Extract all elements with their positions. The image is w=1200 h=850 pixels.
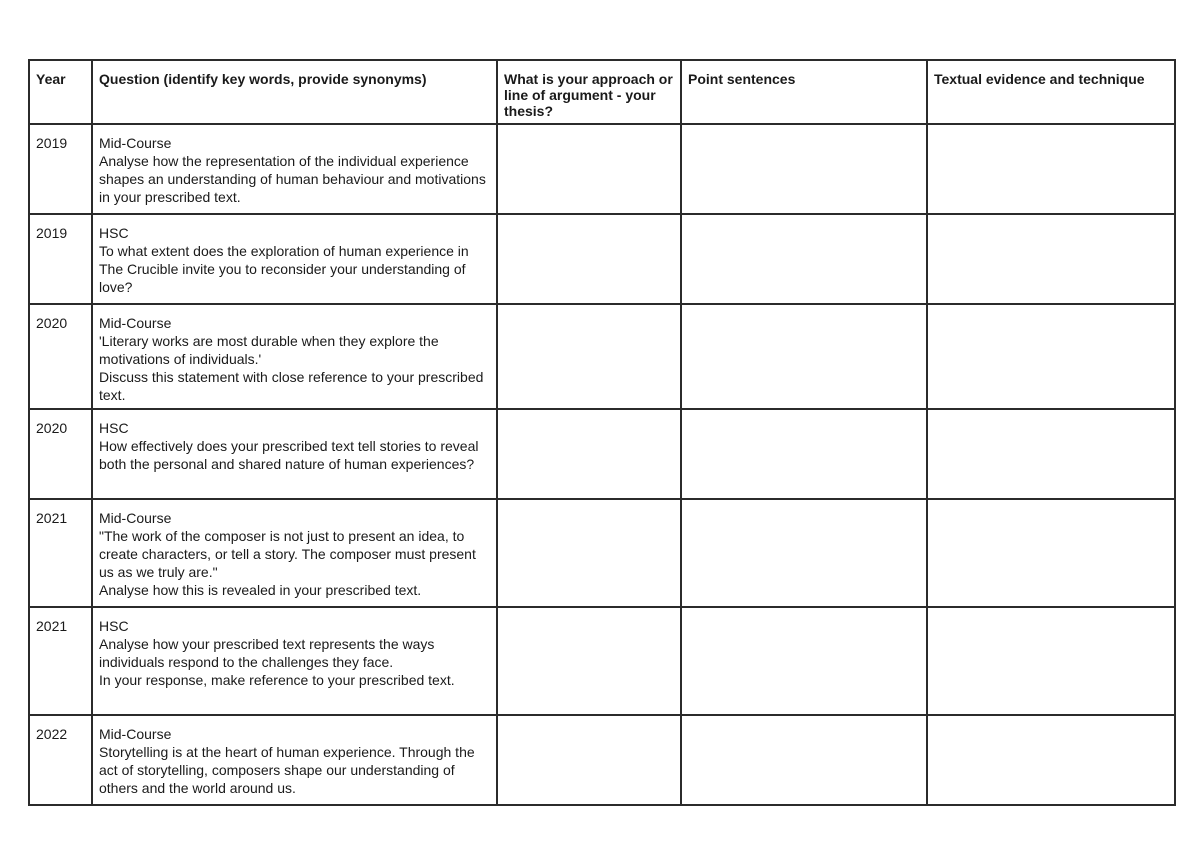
question-text: "The work of the composer is not just to present an idea, to create characters, or tell a story. The composer must present us as we truly are." bbox=[99, 528, 480, 580]
header-question: Question (identify key words, provide synonyms) bbox=[92, 60, 497, 124]
textual-evidence-cell[interactable] bbox=[927, 715, 1175, 805]
essay-planning-table bbox=[28, 59, 1176, 806]
year-cell: 2020 bbox=[29, 304, 92, 409]
approach-cell[interactable] bbox=[497, 409, 681, 499]
question-text: Discuss this statement with close reference to your prescribed text. bbox=[99, 369, 488, 403]
header-point-sentences: Point sentences bbox=[681, 60, 927, 124]
textual-evidence-cell[interactable] bbox=[927, 409, 1175, 499]
question-cell bbox=[92, 124, 497, 214]
exam-type: Mid-Course bbox=[99, 726, 172, 742]
question-cell bbox=[92, 715, 497, 805]
question-cell bbox=[92, 214, 497, 304]
table-row bbox=[29, 499, 1175, 607]
approach-cell[interactable] bbox=[497, 499, 681, 607]
question-text: 'Literary works are most durable when they explore the motivations of individuals.' bbox=[99, 333, 443, 367]
question-text: In your response, make reference to your prescribed text. bbox=[99, 672, 455, 688]
header-year: Year bbox=[29, 60, 92, 124]
question-cell bbox=[92, 304, 497, 409]
point-sentences-cell[interactable] bbox=[681, 409, 927, 499]
question-text: To what extent does the exploration of human experience in The Crucible invite you to reconsider your understanding of love? bbox=[99, 243, 473, 295]
year-cell: 2020 bbox=[29, 409, 92, 499]
point-sentences-cell[interactable] bbox=[681, 124, 927, 214]
exam-type: Mid-Course bbox=[99, 510, 172, 526]
question-cell bbox=[92, 499, 497, 607]
question-text: Analyse how this is revealed in your prescribed text. bbox=[99, 582, 422, 598]
question-cell bbox=[92, 607, 497, 715]
textual-evidence-cell[interactable] bbox=[927, 214, 1175, 304]
header-approach: What is your approach or line of argument - your thesis? bbox=[497, 60, 681, 124]
textual-evidence-cell[interactable] bbox=[927, 124, 1175, 214]
textual-evidence-cell[interactable] bbox=[927, 304, 1175, 409]
table-row bbox=[29, 124, 1175, 214]
year-cell: 2021 bbox=[29, 607, 92, 715]
point-sentences-cell[interactable] bbox=[681, 304, 927, 409]
table-row bbox=[29, 409, 1175, 499]
table-row bbox=[29, 715, 1175, 805]
point-sentences-cell[interactable] bbox=[681, 214, 927, 304]
table-row bbox=[29, 214, 1175, 304]
year-cell: 2021 bbox=[29, 499, 92, 607]
approach-cell[interactable] bbox=[497, 304, 681, 409]
header-textual-evidence: Textual evidence and technique bbox=[927, 60, 1175, 124]
question-text: Analyse how the representation of the individual experience shapes an understanding of human behaviour and motivations in your prescribed text. bbox=[99, 153, 490, 205]
exam-type: Mid-Course bbox=[99, 315, 172, 331]
table-row bbox=[29, 607, 1175, 715]
textual-evidence-cell[interactable] bbox=[927, 607, 1175, 715]
document-page bbox=[28, 59, 1174, 806]
exam-type: HSC bbox=[99, 618, 129, 634]
textual-evidence-cell[interactable] bbox=[927, 499, 1175, 607]
point-sentences-cell[interactable] bbox=[681, 715, 927, 805]
table-row bbox=[29, 304, 1175, 409]
year-cell: 2022 bbox=[29, 715, 92, 805]
approach-cell[interactable] bbox=[497, 607, 681, 715]
approach-cell[interactable] bbox=[497, 715, 681, 805]
exam-type: HSC bbox=[99, 420, 129, 436]
exam-type: Mid-Course bbox=[99, 135, 172, 151]
approach-cell[interactable] bbox=[497, 214, 681, 304]
question-text: Analyse how your prescribed text represents the ways individuals respond to the challenges they face. bbox=[99, 636, 439, 670]
question-cell bbox=[92, 409, 497, 499]
header-row bbox=[29, 60, 1175, 124]
question-text: How effectively does your prescribed text tell stories to reveal both the personal and shared nature of human experiences? bbox=[99, 438, 483, 472]
point-sentences-cell[interactable] bbox=[681, 499, 927, 607]
point-sentences-cell[interactable] bbox=[681, 607, 927, 715]
approach-cell[interactable] bbox=[497, 124, 681, 214]
exam-type: HSC bbox=[99, 225, 129, 241]
year-cell: 2019 bbox=[29, 214, 92, 304]
year-cell: 2019 bbox=[29, 124, 92, 214]
question-text: Storytelling is at the heart of human experience. Through the act of storytelling, composers shape our understanding of others and the world around us. bbox=[99, 744, 479, 796]
